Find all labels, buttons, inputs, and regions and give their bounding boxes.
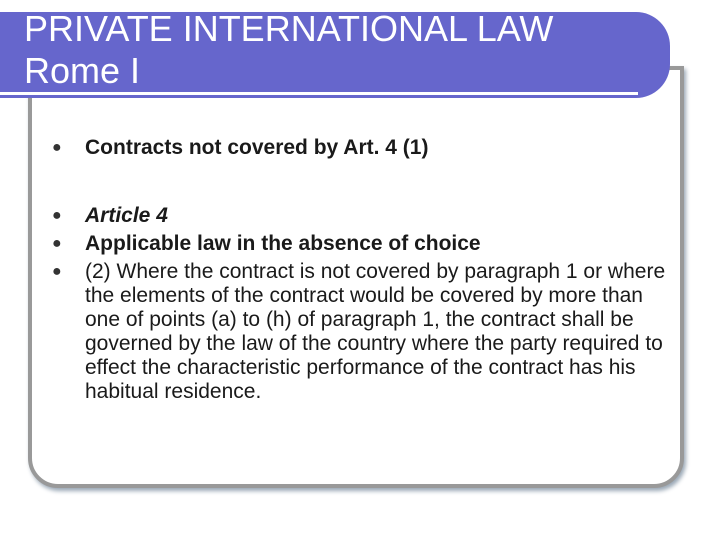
list-item: Contracts not covered by Art. 4 (1): [85, 136, 429, 159]
bullet-icon: ●: [52, 235, 62, 252]
bullet-icon: ●: [52, 139, 62, 156]
title-underline: [0, 92, 638, 95]
bullet-icon: ●: [52, 207, 62, 224]
bullet-icon: ●: [52, 263, 62, 280]
list-item: Applicable law in the absence of choice: [85, 232, 481, 255]
title-line-1: PRIVATE INTERNATIONAL LAW: [24, 8, 554, 49]
list-item: (2) Where the contract is not covered by paragraph 1 or where the elements of the contract would be covered by more than one of points (a) to (h) of paragraph 1, the contract shall be governed by the law of the country where the party required to effect the characteristic performance of the contract has his habitual residence.: [85, 260, 666, 403]
title-line-2: Rome I: [24, 50, 141, 91]
list-item: Article 4: [85, 204, 168, 227]
slide-title: [24, 8, 644, 92]
